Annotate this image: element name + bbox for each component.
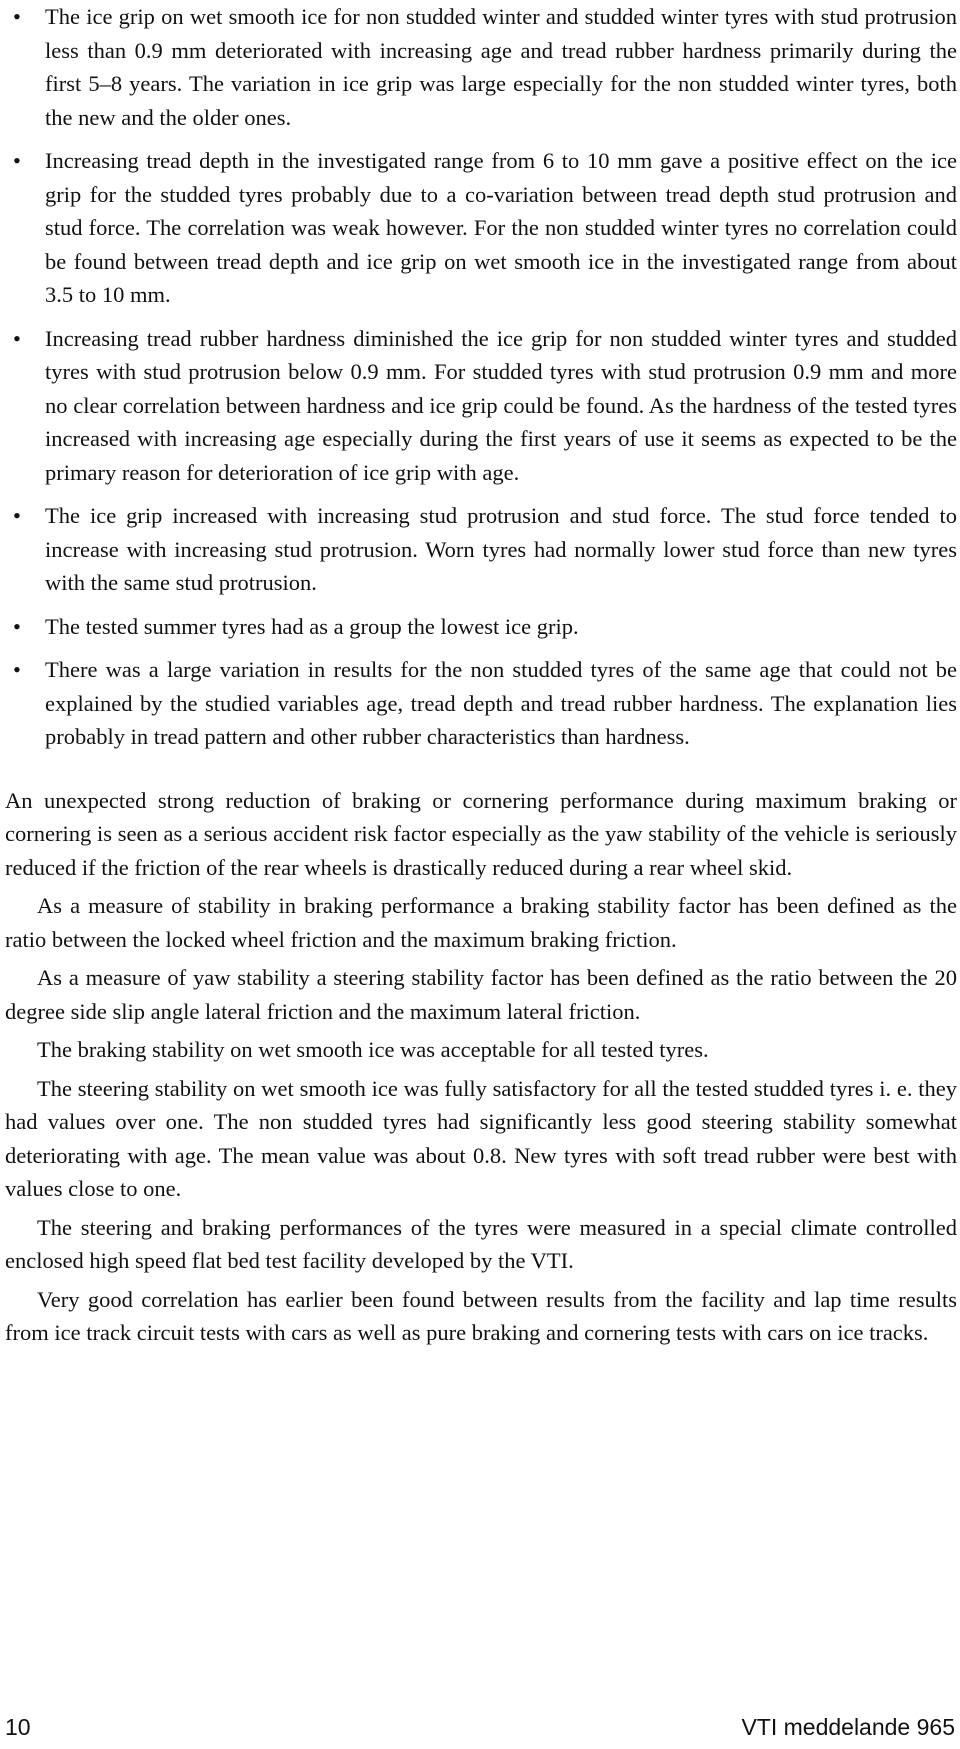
- publication-name: VTI meddelande 965: [741, 1714, 955, 1740]
- bullet-text: The ice grip on wet smooth ice for non studded winter and studded winter tyres with stud protrusion less than 0.9 mm deteriorated with increasing age and tread rubber hardness primarily during the first 5–8 years. The variation in ice grip was large especially for the non studded winter tyres, both the new and the older ones.: [45, 4, 957, 130]
- body-paragraphs: [5, 784, 957, 1350]
- paragraph-braking-stability-definition: As a measure of stability in braking performance a braking stability factor has been defined as the ratio between the locked wheel friction and the maximum braking friction.: [5, 893, 957, 952]
- paragraph-steering-stability-result: The steering stability on wet smooth ice was fully satisfactory for all the tested studded tyres i. e. they had values over one. The non studded tyres had significantly less good steering stability somewhat deteriorating with age. The mean value was about 0.8. New tyres with soft tread rubber were best with values close to one.: [5, 1075, 957, 1201]
- bullet-icon: •: [13, 148, 21, 173]
- list-item: [5, 499, 957, 600]
- bullet-icon: •: [13, 503, 21, 528]
- page-footer: [0, 1712, 960, 1742]
- page-number: 10: [5, 1714, 31, 1740]
- list-item: [5, 144, 957, 312]
- bullet-text: The tested summer tyres had as a group the lowest ice grip.: [45, 613, 579, 639]
- bullet-icon: •: [13, 657, 21, 682]
- bullet-icon: •: [13, 4, 21, 29]
- paragraph-braking-stability-result: The braking stability on wet smooth ice was acceptable for all tested tyres.: [37, 1037, 709, 1062]
- bullet-text: The ice grip increased with increasing stud protrusion and stud force. The stud force tended to increase with increasing stud protrusion. Worn tyres had normally lower stud force than new tyres with the same stud protrusion.: [45, 503, 957, 595]
- list-item: [5, 610, 957, 644]
- document-body: [5, 0, 957, 1355]
- paragraph-test-facility: The steering and braking performances of the tyres were measured in a special climate controlled enclosed high speed flat bed test facility developed by the VTI.: [5, 1214, 957, 1273]
- bullet-icon: •: [13, 325, 21, 351]
- paragraph-steering-stability-definition: As a measure of yaw stability a steering stability factor has been defined as the ratio between the 20 degree side slip angle lateral friction and the maximum lateral friction.: [5, 965, 957, 1024]
- bullet-text: Increasing tread depth in the investigated range from 6 to 10 mm gave a positive effect on the ice grip for the studded tyres probably due to a co-variation between tread depth stud protrusion and stud force. The correlation was weak however. For the non studded winter tyres no correlation could be found between tread depth and ice grip on wet smooth ice in the investigated range from about 3.5 to 10 mm.: [45, 148, 957, 307]
- paragraph-accident-risk: An unexpected strong reduction of braking or cornering performance during maximum braking or cornering is seen as a serious accident risk factor especially as the yaw stability of the vehicle is seriously reduced if the friction of the rear wheels is drastically reduced during a rear wheel skid.: [5, 787, 957, 880]
- paragraph-correlation: Very good correlation has earlier been found between results from the facility and lap time results from ice track circuit tests with cars as well as pure braking and cornering tests with cars on ice tracks.: [5, 1286, 957, 1345]
- bullet-icon: •: [13, 613, 21, 639]
- bullet-text: Increasing tread rubber hardness diminished the ice grip for non studded winter tyres and studded tyres with stud protrusion below 0.9 mm. For studded tyres with stud protrusion 0.9 mm and more no clear correlation between hardness and ice grip could be found. As the hardness of the tested tyres increased with increasing age especially during the first years of use it seems as expected to be the primary reason for deterioration of ice grip with age.: [45, 325, 957, 485]
- list-item: [5, 0, 957, 134]
- bullet-text: There was a large variation in results for the non studded tyres of the same age that could not be explained by the studied variables age, tread depth and tread rubber hardness. The explanation lies probably in tread pattern and other rubber characteristics than hardness.: [45, 657, 957, 749]
- list-item: [5, 653, 957, 754]
- findings-bullet-list: [5, 0, 957, 754]
- list-item: [5, 322, 957, 490]
